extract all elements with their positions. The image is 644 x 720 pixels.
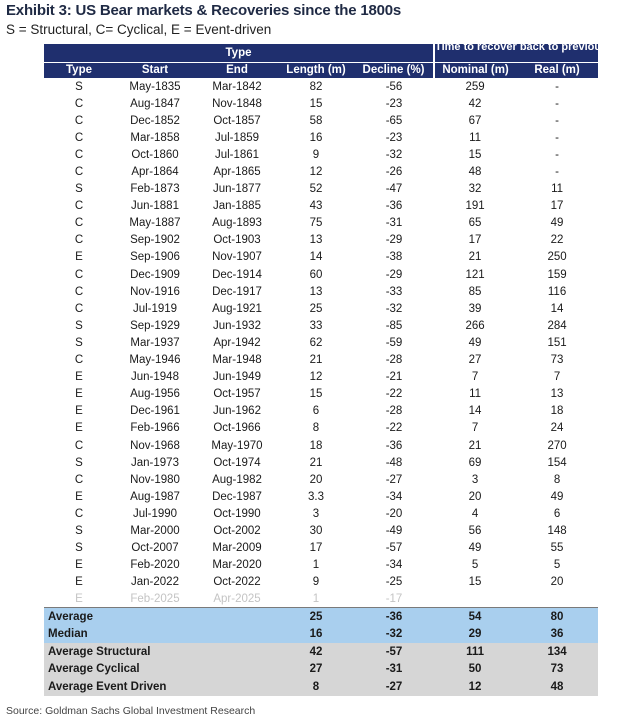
table-row [44,198,598,215]
cell-decline: -26 [385,166,403,179]
table-row [44,317,598,334]
table-row [44,557,598,574]
cell-nominal: 121 [465,268,485,281]
cell-start: Dec-1961 [130,405,180,418]
cell-end: Dec-1917 [212,285,262,298]
header-group-recover [434,41,635,62]
summary-length: 8 [278,678,354,696]
summary-decline: -32 [354,626,434,644]
table-row [44,522,598,539]
cell-real: 13 [550,388,564,401]
cell-length: 16 [309,131,323,144]
cell-real: 20 [550,576,564,589]
cell-start: Aug-1956 [130,388,180,401]
cell-real: - [555,80,559,93]
table-row [44,352,598,369]
summary-decline: -57 [354,643,434,661]
cell-length: 20 [309,473,323,486]
source-note: Source: Goldman Sachs Global Investment Research [6,705,256,717]
table-row [44,334,598,351]
cell-type: S [75,336,83,349]
cell-nominal: 85 [468,285,482,298]
cell-end: Oct-1957 [213,388,261,401]
cell-type: S [75,183,83,196]
cell-real: 8 [553,473,561,486]
cell-length: 21 [309,354,323,367]
cell-nominal: 4 [471,507,479,520]
table-row [44,420,598,437]
table-row [44,232,598,249]
cell-decline: -33 [385,285,403,298]
cell-end: Jan-1885 [213,200,261,213]
summary-row [44,661,598,679]
cell-nominal: 56 [468,524,482,537]
cell-length: 15 [309,97,323,110]
cell-type: E [75,251,83,264]
table-row [44,454,598,471]
cell-decline: -36 [385,200,403,213]
summary-decline: -27 [354,678,434,696]
cell-decline: -34 [385,559,403,572]
col-header-type: Type [44,62,114,78]
cell-nominal: 69 [468,456,482,469]
cell-real: - [555,97,559,110]
cell-real: - [555,114,559,127]
table-body [44,78,598,608]
cell-real: 22 [550,234,564,247]
cell-end: Dec-1987 [212,490,262,503]
cell-decline: -21 [385,371,403,384]
col-header-length: Length (m) [278,62,354,78]
cell-type: C [74,285,84,298]
cell-end: Jul-1859 [214,131,260,144]
summary-decline: -36 [354,608,434,626]
cell-start: Dec-1852 [130,114,180,127]
cell-real: 6 [553,507,561,520]
cell-end: Nov-1848 [212,97,262,110]
summary-label: Average Structural [44,643,278,661]
cell-start: Feb-2020 [130,559,180,572]
col-header-decline: Decline (%) [354,62,434,78]
cell-end: Mar-2020 [212,559,262,572]
cell-nominal: 48 [468,166,482,179]
cell-type: C [74,234,84,247]
cell-start: Dec-1909 [130,268,180,281]
cell-real: - [555,148,559,161]
cell-start: Jul-1919 [132,302,178,315]
header-group-recover-label: Time to recover back to previous level [435,41,635,53]
cell-type: E [75,388,83,401]
summary-row [44,678,598,696]
cell-nominal: 49 [468,542,482,555]
cell-end: Jun-1962 [213,405,261,418]
cell-real: 159 [547,268,567,281]
cell-decline: -23 [385,97,403,110]
cell-nominal: 42 [468,97,482,110]
cell-length: 21 [309,456,323,469]
cell-type: C [74,354,84,367]
cell-real: 14 [550,302,564,315]
cell-start: Jun-1948 [131,371,179,384]
table-row [44,249,598,266]
cell-end: Apr-2025 [213,593,261,606]
summary-nominal: 50 [434,661,516,679]
table-row [44,283,598,300]
cell-start: Nov-1916 [130,285,180,298]
cell-type: C [74,166,84,179]
cell-start: Nov-1980 [130,473,180,486]
cell-type: S [75,456,83,469]
cell-real: - [555,131,559,144]
cell-decline: -20 [385,507,403,520]
table-row [44,540,598,557]
header-group-type: Type [44,44,434,62]
cell-end: May-1970 [211,439,263,452]
cell-type: C [74,507,84,520]
cell-decline: -56 [385,80,403,93]
cell-length: 75 [309,217,323,230]
cell-length: 25 [309,302,323,315]
summary-row [44,626,598,644]
cell-length: 18 [309,439,323,452]
cell-nominal: 11 [469,388,482,401]
cell-real: 270 [547,439,567,452]
cell-length: 14 [309,251,323,264]
cell-decline: -85 [385,319,403,332]
cell-start: Sep-1906 [130,251,180,264]
cell-end: Oct-1903 [213,234,261,247]
cell-length: 8 [312,422,320,435]
cell-start: Feb-1873 [130,183,180,196]
cell-length: 3.3 [308,490,324,503]
cell-nominal: 21 [468,251,482,264]
cell-real: 49 [550,217,564,230]
cell-nominal: 14 [468,405,482,418]
bear-markets-table [44,41,635,696]
cell-real: 116 [547,285,567,298]
cell-length: 33 [309,319,323,332]
cell-start: Mar-1858 [130,131,180,144]
cell-type: E [75,422,83,435]
cell-type: C [74,302,84,315]
cell-decline: -29 [385,268,403,281]
cell-start: May-1946 [129,354,181,367]
table-row [44,403,598,420]
summary-nominal: 29 [434,626,516,644]
cell-nominal: 259 [465,80,485,93]
cell-end: Oct-1966 [213,422,261,435]
cell-real: 49 [550,490,564,503]
col-header-start: Start [114,62,196,78]
cell-real: 17 [550,200,564,213]
summary-decline: -31 [354,661,434,679]
cell-nominal: 15 [468,576,482,589]
cell-nominal: 15 [468,148,482,161]
cell-real: 55 [550,542,564,555]
cell-length: 9 [312,576,320,589]
table-row [44,215,598,232]
cell-type: C [74,200,84,213]
cell-start: May-1835 [129,80,181,93]
table-row [44,574,598,591]
cell-nominal: 5 [471,559,479,572]
col-header-nominal: Nominal (m) [434,62,516,78]
cell-start: Mar-2000 [130,524,180,537]
table-row [44,266,598,283]
cell-start: Nov-1968 [130,439,180,452]
cell-type: E [75,593,83,606]
table-row [44,591,598,608]
table-row [44,471,598,488]
cell-nominal: 27 [468,354,482,367]
cell-end: Jun-1949 [213,371,261,384]
cell-end: Oct-1857 [213,114,261,127]
cell-type: E [75,371,83,384]
cell-decline: -22 [385,422,403,435]
cell-start: Oct-2007 [131,542,179,555]
summary-nominal: 111 [434,643,516,661]
cell-real: 7 [553,371,561,384]
cell-decline: -25 [385,576,403,589]
table-row [44,505,598,522]
cell-decline: -36 [385,439,403,452]
cell-real: 11 [551,183,564,196]
cell-nominal: 20 [468,490,482,503]
table-row [44,78,598,95]
table-row [44,181,598,198]
cell-real: 154 [547,456,567,469]
table-row [44,437,598,454]
cell-start: Sep-1929 [130,319,180,332]
cell-decline: -22 [385,388,403,401]
cell-decline: -38 [385,251,403,264]
cell-decline: -23 [385,131,403,144]
summary-label: Average [44,608,278,626]
cell-real: 148 [547,524,567,537]
cell-real: 5 [553,559,561,572]
cell-type: C [74,439,84,452]
cell-length: 15 [309,388,323,401]
cell-decline: -47 [385,183,403,196]
cell-end: Oct-1974 [213,456,261,469]
cell-decline: -29 [385,234,403,247]
table-row [44,488,598,505]
cell-length: 1 [312,559,320,572]
summary-real: 48 [516,678,598,696]
cell-end: Aug-1982 [212,473,262,486]
cell-start: Jan-1973 [131,456,179,469]
cell-type: E [75,490,83,503]
cell-nominal: 191 [465,200,485,213]
summary-length: 25 [278,608,354,626]
cell-real: 24 [550,422,564,435]
cell-start: Aug-1847 [130,97,180,110]
cell-decline: -34 [385,490,403,503]
cell-length: 12 [309,166,323,179]
cell-real: 73 [550,354,564,367]
cell-start: Oct-1860 [131,148,179,161]
cell-type: C [74,268,84,281]
cell-start: Jan-2022 [131,576,179,589]
cell-nominal: 21 [468,439,482,452]
cell-start: Feb-2025 [130,593,180,606]
cell-type: C [74,97,84,110]
cell-end: Oct-2002 [213,524,261,537]
cell-decline: -32 [385,148,403,161]
cell-start: Mar-1937 [130,336,180,349]
table-row [44,163,598,180]
table-row [44,146,598,163]
cell-nominal: 11 [469,131,482,144]
cell-length: 62 [309,336,323,349]
cell-end: Jul-1861 [214,148,260,161]
cell-end: Mar-1948 [212,354,262,367]
cell-type: E [75,405,83,418]
cell-start: Sep-1902 [130,234,180,247]
table-row [44,112,598,129]
cell-length: 12 [309,371,323,384]
cell-real [516,591,598,608]
cell-start: Jun-1881 [131,200,179,213]
summary-label: Average Event Driven [44,678,278,696]
cell-end: Apr-1865 [213,166,261,179]
cell-decline: -48 [385,456,403,469]
cell-type: S [75,80,83,93]
cell-real: 284 [547,319,567,332]
summary-real: 80 [516,608,598,626]
cell-decline: -17 [385,593,403,606]
summary-label: Average Cyclical [44,661,278,679]
cell-length: 9 [312,148,320,161]
cell-nominal: 65 [468,217,482,230]
cell-start: Jul-1990 [132,507,178,520]
summary-real: 134 [516,643,598,661]
cell-nominal: 7 [471,422,479,435]
cell-length: 13 [309,285,323,298]
header-group-row [44,44,598,62]
cell-real: 18 [550,405,564,418]
cell-length: 3 [312,507,320,520]
cell-end: Jun-1932 [213,319,261,332]
cell-type: E [75,559,83,572]
cell-type: S [75,524,83,537]
col-header-end: End [196,62,278,78]
cell-nominal: 7 [471,371,479,384]
cell-decline: -59 [385,336,403,349]
cell-nominal: 32 [468,183,482,196]
cell-decline: -27 [385,473,403,486]
cell-end: Nov-1907 [212,251,262,264]
cell-end: Oct-2022 [213,576,261,589]
cell-nominal: 67 [468,114,482,127]
cell-length: 43 [309,200,323,213]
cell-nominal: 39 [468,302,482,315]
summary-row [44,608,598,626]
cell-type: C [74,114,84,127]
cell-length: 17 [309,542,323,555]
cell-end: Jun-1877 [213,183,261,196]
cell-end: Apr-1942 [213,336,261,349]
cell-length: 6 [312,405,320,418]
cell-length: 30 [309,524,323,537]
header-column-row [44,62,598,78]
cell-type: C [74,131,84,144]
cell-type: E [75,576,83,589]
cell-end: Aug-1893 [212,217,262,230]
summary-real: 36 [516,626,598,644]
summary-row [44,643,598,661]
cell-length: 58 [309,114,323,127]
cell-decline: -28 [385,354,403,367]
cell-length: 60 [309,268,323,281]
table-row [44,95,598,112]
cell-length: 13 [309,234,323,247]
cell-end: Oct-1990 [213,507,261,520]
cell-end: Dec-1914 [212,268,262,281]
cell-nominal: 17 [468,234,482,247]
cell-nominal: 3 [471,473,479,486]
cell-type: C [74,148,84,161]
cell-end: Mar-2009 [212,542,262,555]
cell-decline: -65 [385,114,403,127]
cell-start: Feb-1966 [130,422,180,435]
cell-type: S [75,319,83,332]
table-row [44,369,598,386]
col-header-real: Real (m) [516,62,598,78]
page-subtitle: S = Structural, C= Cyclical, E = Event-driven [6,22,272,37]
cell-decline: -57 [385,542,403,555]
cell-real: 151 [547,336,567,349]
table-row [44,300,598,317]
cell-real: 250 [547,251,567,264]
cell-type: S [75,542,83,555]
cell-real: - [555,166,559,179]
cell-start: May-1887 [129,217,181,230]
page-title: Exhibit 3: US Bear markets & Recoveries since the 1800s [6,2,402,19]
summary-nominal: 54 [434,608,516,626]
summary-length: 16 [278,626,354,644]
summary-label: Median [44,626,278,644]
cell-type: C [74,217,84,230]
summary-length: 27 [278,661,354,679]
cell-nominal [434,591,516,608]
table-row [44,386,598,403]
summary-real: 73 [516,661,598,679]
cell-type: C [74,473,84,486]
cell-length: 1 [312,593,320,606]
cell-decline: -32 [385,302,403,315]
cell-decline: -49 [385,524,403,537]
cell-end: Aug-1921 [212,302,262,315]
cell-decline: -31 [385,217,403,230]
summary-length: 42 [278,643,354,661]
summary-nominal: 12 [434,678,516,696]
cell-end: Mar-1842 [212,80,262,93]
summary-section [44,608,598,696]
table-row [44,129,598,146]
cell-start: Apr-1864 [131,166,179,179]
cell-length: 82 [309,80,323,93]
cell-start: Aug-1987 [130,490,180,503]
cell-decline: -28 [385,405,403,418]
cell-length: 52 [309,183,323,196]
cell-nominal: 266 [465,319,485,332]
cell-nominal: 49 [468,336,482,349]
